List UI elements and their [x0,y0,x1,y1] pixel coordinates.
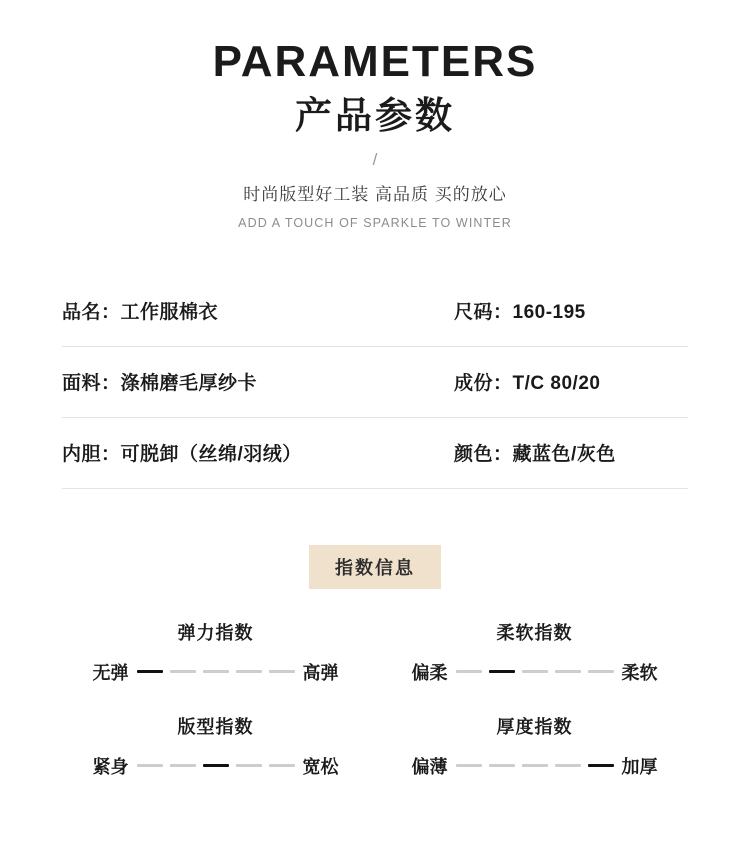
scale-end-left: 偏薄 [411,756,448,777]
index-scale [375,753,694,779]
subtitle-en: ADD A TOUCH OF SPARKLE TO WINTER [238,215,512,230]
scale-dash [456,670,482,673]
scale-end-right: 柔软 [621,662,658,683]
index-section-header [0,545,750,589]
scale-dash [236,670,262,673]
spec-cell-product-name [62,297,454,324]
index-name: 柔软指数 [496,622,573,643]
scale-dashes [137,670,295,673]
index-block-thickness [375,713,694,779]
spec-value: T/C 80/20 [512,373,601,395]
spec-label: 成份： [454,373,513,395]
scale-dash [269,670,295,673]
scale-dash [456,764,482,767]
spec-label: 内胆： [62,444,121,466]
page-title-en: PARAMETERS [212,37,538,86]
index-block-fit [56,713,375,779]
spec-value: 160-195 [512,302,586,324]
spec-value: 工作服棉衣 [120,302,219,324]
scale-dash [137,764,163,767]
spec-cell-lining [62,439,454,466]
scale-dash [522,764,548,767]
index-scale [56,753,375,779]
spec-label: 面料： [62,373,121,395]
spec-cell-fabric [62,368,454,395]
spec-value: 涤棉磨毛厚纱卡 [120,373,258,395]
scale-dash [588,670,614,673]
scale-dash-active [489,670,515,673]
scale-dash [236,764,262,767]
index-grid [56,619,694,779]
index-badge: 指数信息 [309,545,441,589]
spec-table [62,276,688,489]
scale-dash-active [137,670,163,673]
scale-dash-active [588,764,614,767]
scale-dashes [456,670,614,673]
table-row [62,276,688,347]
index-name: 厚度指数 [496,716,573,737]
index-name: 弹力指数 [177,622,254,643]
scale-dash [555,764,581,767]
spec-value: 可脱卸（丝绵/羽绒） [120,444,302,466]
scale-end-left: 无弹 [92,662,129,683]
spec-label: 品名： [62,302,121,324]
scale-dash [170,764,196,767]
spec-label: 尺码： [454,302,513,324]
spec-cell-size [454,297,688,324]
spec-value: 藏蓝色/灰色 [512,444,616,466]
spec-cell-color [454,439,688,466]
scale-dash [269,764,295,767]
page-title-cn: 产品参数 [295,95,455,137]
scale-dash [489,764,515,767]
index-name: 版型指数 [177,716,254,737]
index-scale [56,659,375,685]
page-header [0,0,750,230]
spec-label: 颜色： [454,444,513,466]
table-row [62,347,688,418]
scale-dash [555,670,581,673]
subtitle-cn: 时尚版型好工装 高品质 买的放心 [243,184,507,204]
scale-dash-active [203,764,229,767]
scale-dashes [456,764,614,767]
scale-end-right: 高弹 [302,662,339,683]
scale-end-right: 宽松 [302,756,339,777]
spec-cell-composition [454,368,688,395]
scale-end-right: 加厚 [621,756,658,777]
scale-dash [170,670,196,673]
divider-slash: / [372,149,378,169]
scale-dash [522,670,548,673]
table-row [62,418,688,489]
index-block-softness [375,619,694,685]
scale-dashes [137,764,295,767]
scale-end-left: 偏柔 [411,662,448,683]
scale-end-left: 紧身 [92,756,129,777]
index-scale [375,659,694,685]
scale-dash [203,670,229,673]
index-block-elasticity [56,619,375,685]
